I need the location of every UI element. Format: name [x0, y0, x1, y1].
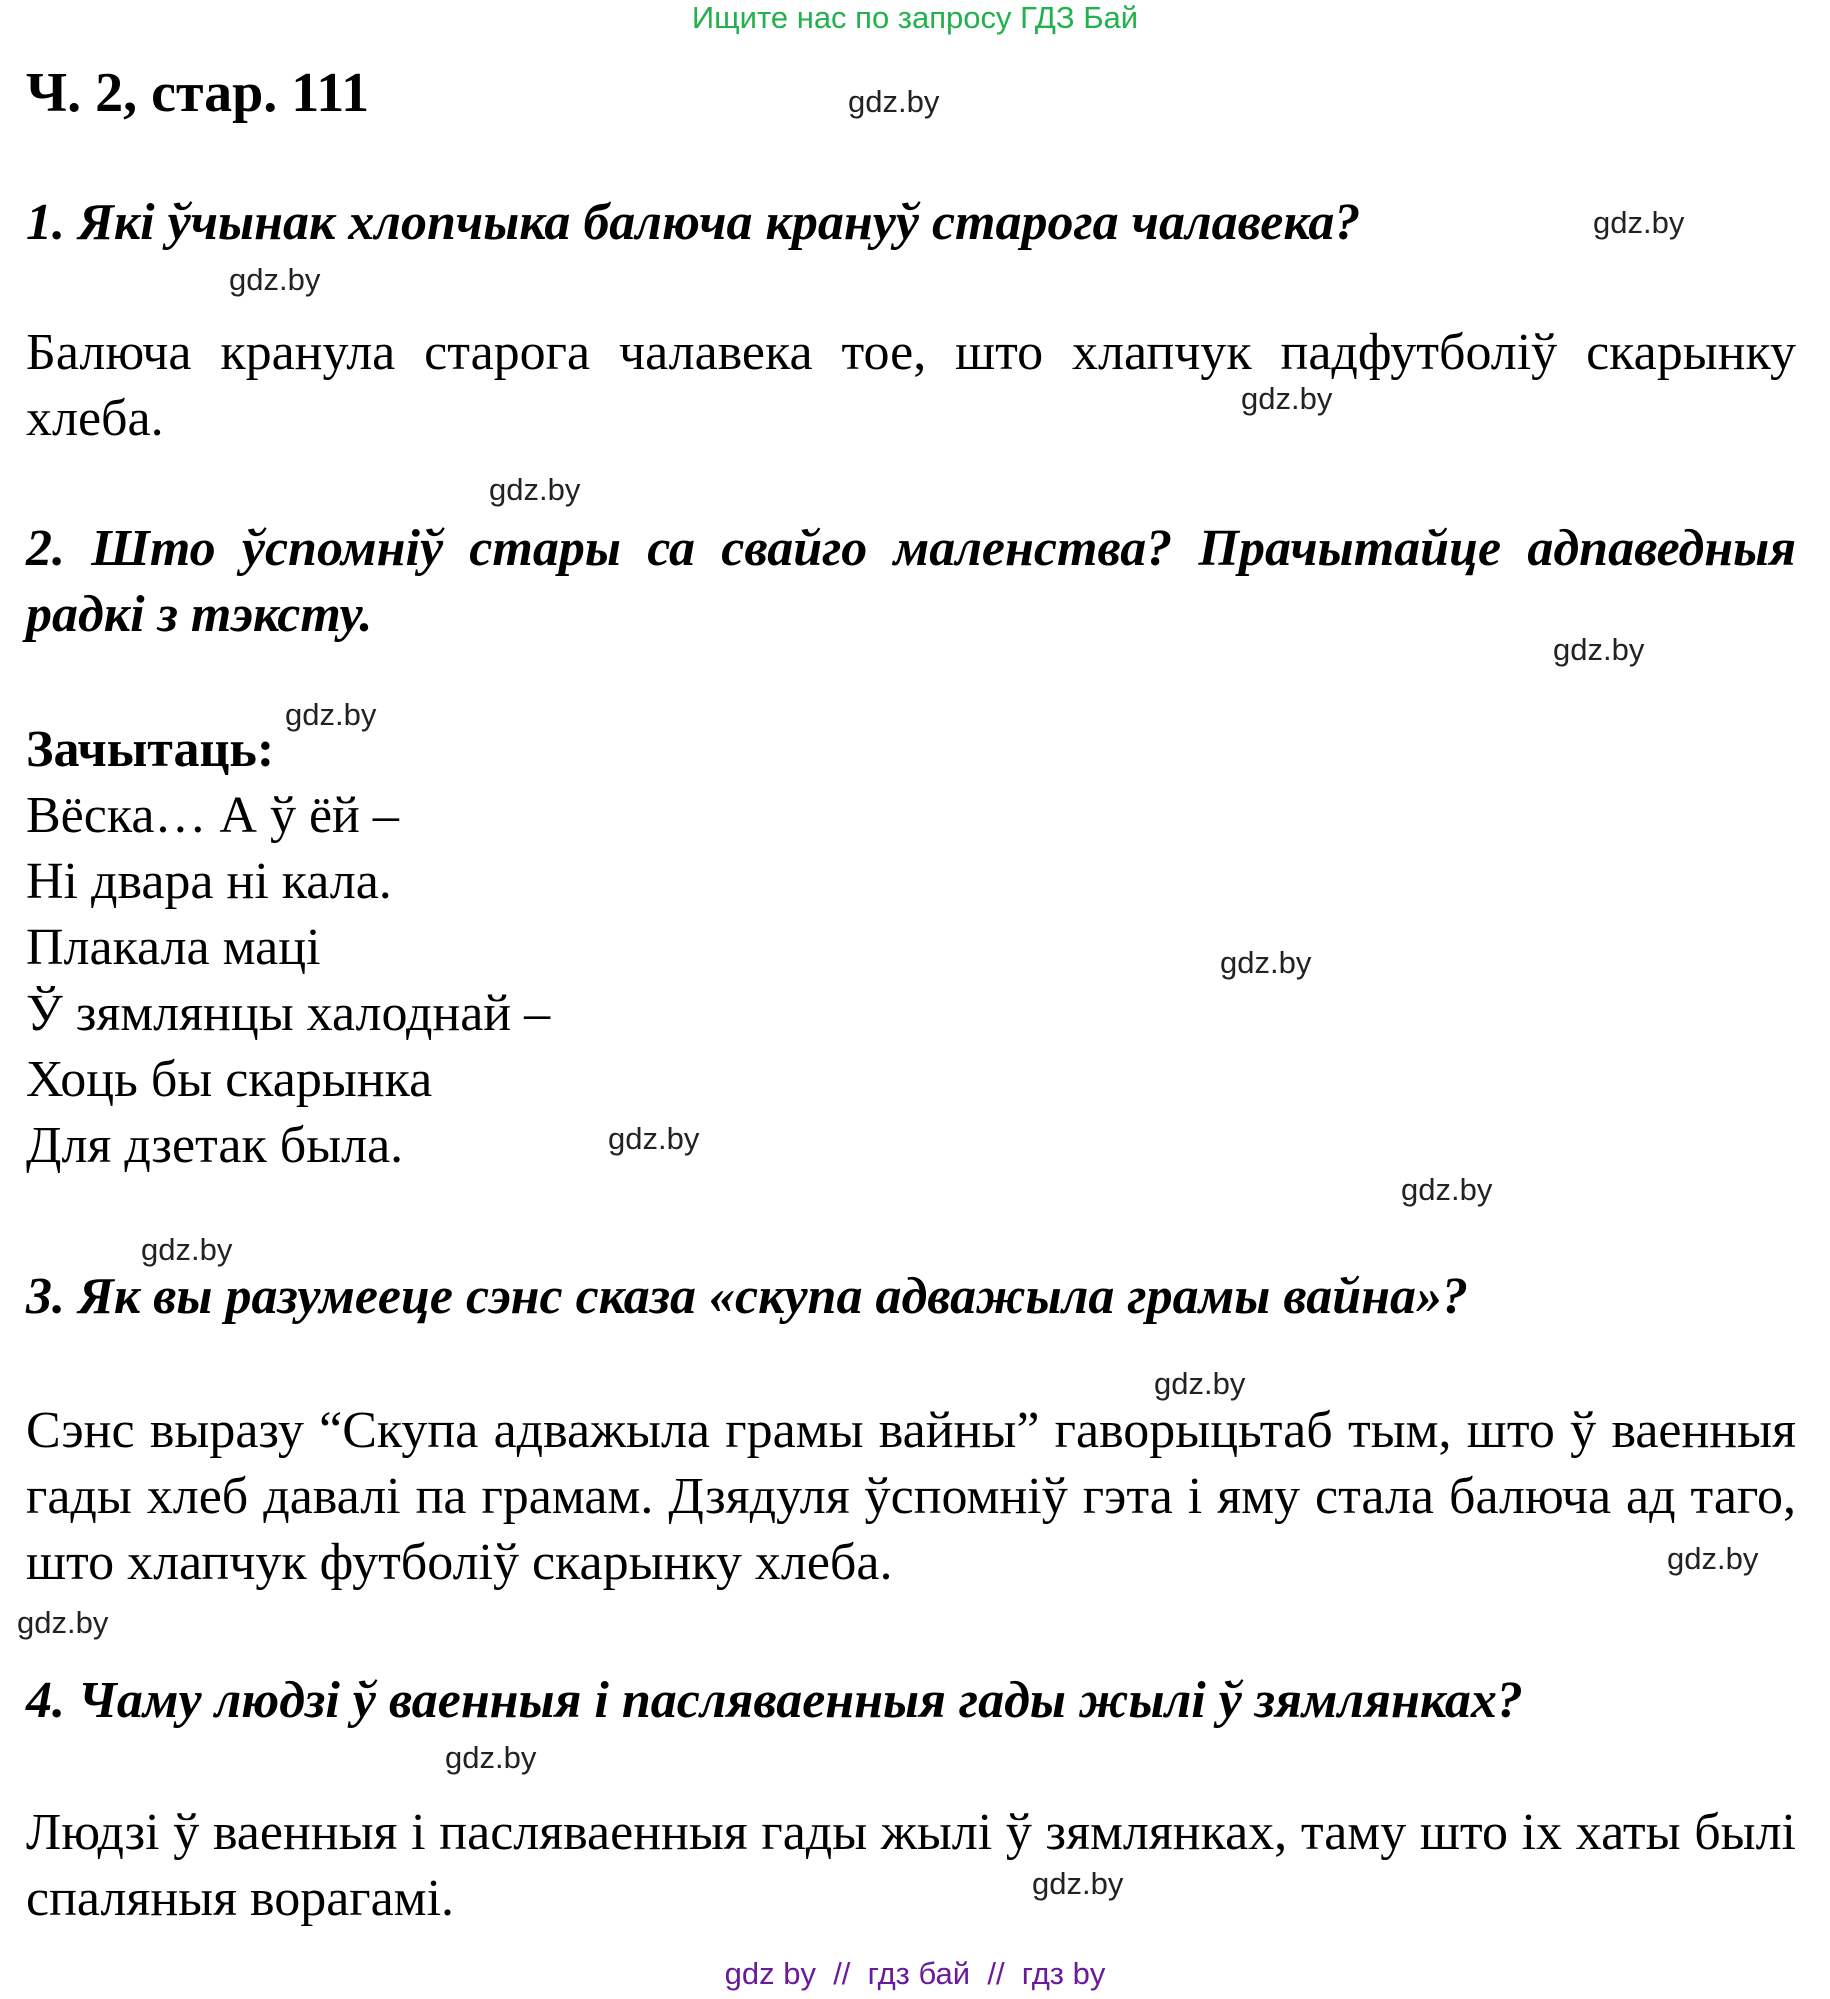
watermark: gdz.by [17, 1605, 109, 1640]
footer-link-gdz-by-cyr[interactable]: гдз by [1021, 1956, 1106, 1991]
footer-links [0, 1954, 1830, 1994]
poem [26, 783, 550, 1179]
poem-line: Вёска… А ў ёй – [26, 787, 399, 844]
answer-1: Балюча кранула старога чалавека тое, што хлапчук падфутболіў скарынку хлеба. [26, 324, 1796, 447]
footer-link-gdz-bai[interactable]: гдз бай [867, 1956, 971, 1991]
watermark: gdz.by [1401, 1172, 1493, 1207]
question-2: 2. Што ўспомніў стары са свайго маленства? Прачытайце адпаведныя радкі з тэксту. [26, 520, 1796, 643]
watermark: gdz.by [1553, 632, 1645, 667]
watermark: gdz.by [489, 472, 581, 507]
poem-line: Плакала маці [26, 919, 321, 976]
watermark: gdz.by [608, 1121, 700, 1156]
poem-line: Ў зямлянцы халоднай – [26, 985, 551, 1042]
watermark: gdz.by [1593, 205, 1685, 240]
poem-line: Для дзетак была. [26, 1117, 404, 1174]
watermark: gdz.by [229, 262, 321, 297]
answer-4: Людзі ў ваенныя і пасляваенныя гады жылі ў зямлянках, таму што іх хаты былі спаляныя ворагамі. [26, 1804, 1796, 1927]
watermark: gdz.by [1220, 945, 1312, 980]
poem-line: Хоць бы скарынка [26, 1051, 433, 1108]
watermark: gdz.by [141, 1232, 233, 1267]
top-banner: Ищите нас по запросу ГДЗ Бай [691, 0, 1139, 35]
watermark: gdz.by [445, 1740, 537, 1775]
footer-link-gdz-by[interactable]: gdz by [724, 1956, 816, 1991]
watermark: gdz.by [1154, 1366, 1246, 1401]
watermark: gdz.by [1241, 381, 1333, 416]
footer-separator: // [987, 1956, 1005, 1991]
question-3: 3. Як вы разумееце сэнс сказа «скупа адважыла грамы вайна»? [26, 1268, 1468, 1325]
watermark: gdz.by [1667, 1541, 1759, 1576]
page-title: Ч. 2, стар. 111 [26, 62, 370, 124]
watermark: gdz.by [848, 84, 940, 119]
poem-line: Ні двара ні кала. [26, 853, 392, 910]
question-4: 4. Чаму людзі ў ваенныя і пасляваенныя гады жылі ў зямлянках? [26, 1672, 1523, 1729]
answer-3: Сэнс выразу “Скупа адважыла грамы вайны” гаворыцьтаб тым, што ў ваенныя гады хлеб давалі па грамам. Дзядуля ўспомніў гэта і яму стала балюча ад таго, што хлапчук футболіў скарынку хлеба. [26, 1402, 1796, 1591]
read-label: Зачытаць: [26, 721, 275, 778]
watermark: gdz.by [1032, 1866, 1124, 1901]
footer-separator: // [833, 1956, 851, 1991]
question-1: 1. Які ўчынак хлопчыка балюча крануў старога чалавека? [26, 194, 1361, 251]
watermark: gdz.by [285, 697, 377, 732]
